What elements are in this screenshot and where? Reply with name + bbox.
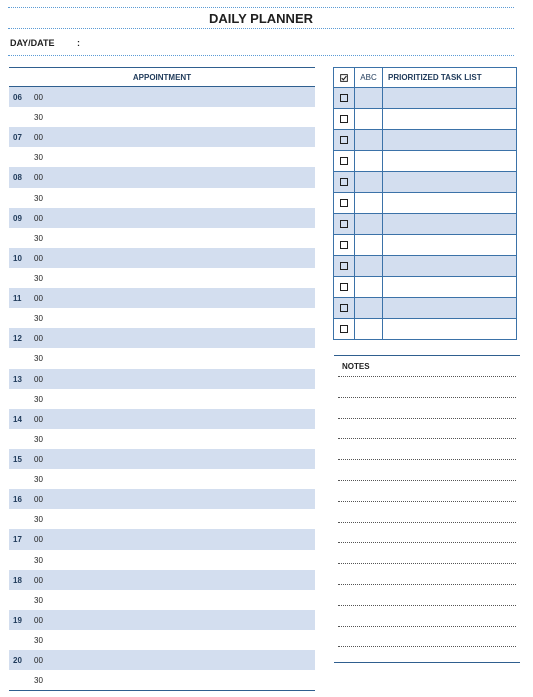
task-priority-cell[interactable]	[355, 277, 383, 298]
task-row	[334, 235, 517, 256]
appointment-slot[interactable]	[9, 228, 315, 248]
slot-minute: 00	[34, 173, 43, 183]
checkbox-icon[interactable]	[340, 241, 348, 249]
task-done-cell[interactable]	[334, 298, 355, 319]
slot-minute: 00	[34, 535, 43, 545]
slot-hour: 07	[13, 133, 22, 143]
slot-minute: 30	[34, 193, 43, 203]
task-done-header	[334, 68, 355, 88]
checkbox-icon[interactable]	[340, 136, 348, 144]
day-date-field[interactable]	[10, 38, 80, 48]
note-line[interactable]	[338, 542, 516, 543]
day-date-divider	[8, 55, 514, 56]
task-done-cell[interactable]	[334, 235, 355, 256]
slot-hour: 11	[13, 294, 22, 304]
task-row	[334, 193, 517, 214]
appointment-slot[interactable]	[9, 268, 315, 288]
planner-title: DAILY PLANNER	[8, 7, 514, 29]
checkbox-icon[interactable]	[340, 115, 348, 123]
task-text-cell[interactable]	[383, 88, 517, 109]
appointment-slot[interactable]	[9, 670, 315, 690]
slot-minute: 00	[34, 294, 43, 304]
appointment-slot[interactable]	[9, 570, 315, 590]
task-done-cell[interactable]	[334, 109, 355, 130]
slot-minute: 30	[34, 515, 43, 525]
task-done-cell[interactable]	[334, 214, 355, 235]
slot-hour: 09	[13, 213, 22, 223]
task-row	[334, 109, 517, 130]
appointment-slot[interactable]	[9, 550, 315, 570]
task-priority-cell[interactable]	[355, 172, 383, 193]
slot-minute: 30	[34, 555, 43, 565]
note-line[interactable]	[338, 626, 516, 627]
task-text-cell[interactable]	[383, 193, 517, 214]
slot-minute: 30	[34, 475, 43, 485]
task-table	[333, 67, 517, 340]
appointment-slot[interactable]	[9, 188, 315, 208]
task-priority-cell[interactable]	[355, 235, 383, 256]
task-text-cell[interactable]	[383, 298, 517, 319]
task-rows	[334, 88, 517, 340]
appointment-slot[interactable]	[9, 288, 315, 308]
slot-hour: 19	[13, 615, 22, 625]
appointment-slot[interactable]	[9, 87, 315, 107]
checkbox-icon[interactable]	[340, 94, 348, 102]
slot-minute: 00	[34, 133, 43, 143]
notes-label: NOTES	[342, 362, 370, 371]
task-text-cell[interactable]	[383, 256, 517, 277]
task-row	[334, 214, 517, 235]
slot-minute: 00	[34, 213, 43, 223]
task-header-row	[334, 68, 517, 88]
appointment-slot[interactable]	[9, 348, 315, 368]
checkbox-icon[interactable]	[340, 304, 348, 312]
appointment-table	[9, 67, 315, 691]
appointment-rows	[9, 87, 315, 690]
task-text-cell[interactable]	[383, 130, 517, 151]
task-abc-header: ABC	[355, 68, 383, 88]
task-row	[334, 88, 517, 109]
task-priority-cell[interactable]	[355, 214, 383, 235]
slot-hour: 12	[13, 334, 22, 344]
note-line[interactable]	[338, 397, 516, 398]
appointment-slot[interactable]	[9, 630, 315, 650]
note-line[interactable]	[338, 480, 516, 481]
slot-minute: 30	[34, 635, 43, 645]
note-line[interactable]	[338, 522, 516, 523]
slot-hour: 20	[13, 656, 22, 666]
appointment-bottom-rule	[9, 690, 315, 691]
note-line[interactable]	[338, 646, 516, 647]
task-text-cell[interactable]	[383, 319, 517, 340]
task-row	[334, 319, 517, 340]
slot-minute: 00	[34, 414, 43, 424]
appointment-slot[interactable]	[9, 147, 315, 167]
task-text-cell[interactable]	[383, 151, 517, 172]
task-row	[334, 277, 517, 298]
task-priority-cell[interactable]	[355, 319, 383, 340]
appointment-slot[interactable]	[9, 328, 315, 348]
slot-minute: 00	[34, 334, 43, 344]
task-priority-cell[interactable]	[355, 88, 383, 109]
checkmark-box-icon	[340, 74, 348, 82]
task-priority-cell[interactable]	[355, 151, 383, 172]
slot-minute: 30	[34, 314, 43, 324]
task-row	[334, 298, 517, 319]
slot-hour: 13	[13, 374, 22, 384]
appointment-slot[interactable]	[9, 127, 315, 147]
slot-hour: 16	[13, 495, 22, 505]
checkbox-icon[interactable]	[340, 262, 348, 270]
slot-hour: 18	[13, 575, 22, 585]
appointment-slot[interactable]	[9, 429, 315, 449]
task-done-cell[interactable]	[334, 130, 355, 151]
task-priority-cell[interactable]	[355, 256, 383, 277]
note-line[interactable]	[338, 584, 516, 585]
slot-minute: 00	[34, 615, 43, 625]
slot-minute: 00	[34, 656, 43, 666]
appointment-slot[interactable]	[9, 308, 315, 328]
appointment-slot[interactable]	[9, 409, 315, 429]
task-done-cell[interactable]	[334, 88, 355, 109]
slot-hour: 14	[13, 414, 22, 424]
appointment-slot[interactable]	[9, 489, 315, 509]
slot-minute: 00	[34, 495, 43, 505]
task-row	[334, 130, 517, 151]
note-line[interactable]	[338, 459, 516, 460]
slot-minute: 30	[34, 113, 43, 123]
slot-minute: 30	[34, 273, 43, 283]
task-done-cell[interactable]	[334, 277, 355, 298]
notes-section	[334, 355, 520, 663]
appointment-slot[interactable]	[9, 610, 315, 630]
slot-minute: 00	[34, 454, 43, 464]
appointment-slot[interactable]	[9, 590, 315, 610]
checkbox-icon[interactable]	[340, 199, 348, 207]
note-line[interactable]	[338, 563, 516, 564]
task-row	[334, 256, 517, 277]
slot-minute: 30	[34, 434, 43, 444]
appointment-slot[interactable]	[9, 469, 315, 489]
slot-minute: 00	[34, 253, 43, 263]
appointment-slot[interactable]	[9, 449, 315, 469]
note-line[interactable]	[338, 605, 516, 606]
slot-minute: 30	[34, 153, 43, 163]
note-line[interactable]	[338, 376, 516, 377]
day-date-colon: :	[77, 38, 80, 48]
checkbox-icon[interactable]	[340, 157, 348, 165]
slot-minute: 30	[34, 595, 43, 605]
task-priority-cell[interactable]	[355, 109, 383, 130]
day-date-label: DAY/DATE	[10, 38, 55, 48]
slot-minute: 30	[34, 354, 43, 364]
appointment-slot[interactable]	[9, 107, 315, 127]
appointment-slot[interactable]	[9, 529, 315, 549]
slot-minute: 30	[34, 233, 43, 243]
slot-hour: 15	[13, 454, 22, 464]
task-text-cell[interactable]	[383, 277, 517, 298]
note-line[interactable]	[338, 438, 516, 439]
task-done-cell[interactable]	[334, 172, 355, 193]
slot-minute: 00	[34, 374, 43, 384]
task-row	[334, 172, 517, 193]
task-row	[334, 151, 517, 172]
appointment-slot[interactable]	[9, 509, 315, 529]
checkbox-icon[interactable]	[340, 283, 348, 291]
slot-hour: 08	[13, 173, 22, 183]
task-list-header: PRIORITIZED TASK LIST	[383, 68, 517, 88]
checkbox-icon[interactable]	[340, 325, 348, 333]
appointment-slot[interactable]	[9, 650, 315, 670]
slot-minute: 30	[34, 676, 43, 686]
appointment-slot[interactable]	[9, 167, 315, 187]
checkbox-icon[interactable]	[340, 178, 348, 186]
slot-hour: 10	[13, 253, 22, 263]
appointment-slot[interactable]	[9, 208, 315, 228]
note-line[interactable]	[338, 501, 516, 502]
task-priority-cell[interactable]	[355, 130, 383, 151]
task-text-cell[interactable]	[383, 235, 517, 256]
task-text-cell[interactable]	[383, 172, 517, 193]
task-text-cell[interactable]	[383, 109, 517, 130]
task-priority-cell[interactable]	[355, 193, 383, 214]
task-priority-cell[interactable]	[355, 298, 383, 319]
slot-minute: 00	[34, 93, 43, 102]
task-done-cell[interactable]	[334, 256, 355, 277]
task-done-cell[interactable]	[334, 151, 355, 172]
checkbox-icon[interactable]	[340, 220, 348, 228]
slot-hour: 17	[13, 535, 22, 545]
task-done-cell[interactable]	[334, 193, 355, 214]
slot-hour: 06	[13, 93, 22, 102]
task-done-cell[interactable]	[334, 319, 355, 340]
slot-minute: 30	[34, 394, 43, 404]
appointment-header: APPOINTMENT	[9, 67, 315, 87]
appointment-slot[interactable]	[9, 369, 315, 389]
slot-minute: 00	[34, 575, 43, 585]
appointment-slot[interactable]	[9, 389, 315, 409]
note-line[interactable]	[338, 418, 516, 419]
appointment-slot[interactable]	[9, 248, 315, 268]
task-text-cell[interactable]	[383, 214, 517, 235]
